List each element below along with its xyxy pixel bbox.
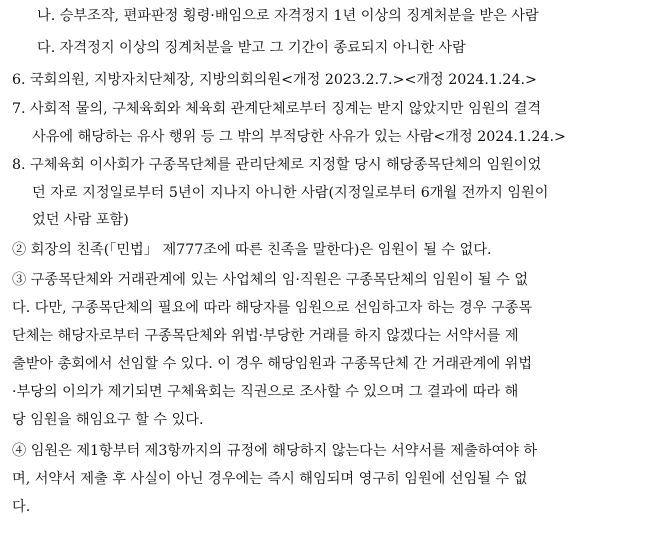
- text-line: 었던 사람 포함): [32, 212, 129, 228]
- text-line: ·부당의 이의가 제기되면 구체육회는 직권으로 조사할 수 있으며 그 결과에 따라 해: [12, 384, 519, 400]
- text-line: 8. 구체육회 이사회가 구종목단체를 관리단체로 지정할 당시 해당종목단체의 임원이었: [12, 157, 542, 173]
- text-line: ② 회장의 친족(「민법」 제777조에 따른 친족을 말한다)은 임원이 될 수 없다.: [12, 242, 492, 258]
- text-line: 6. 국회의원, 지방자치단체장, 지방의회의원<개정 2023.2.7.><개정 2024.1.24.>: [12, 72, 537, 88]
- text-line: 다. 자격정지 이상의 징계처분을 받고 그 기간이 종료되지 아니한 사람: [37, 40, 466, 56]
- text-line: 다. 다만, 구종목단체의 필요에 따라 해당자를 임원으로 선임하고자 하는 경우 구종목: [12, 300, 533, 316]
- text-line: 출받아 총회에서 선임할 수 있다. 이 경우 해당임원과 구종목단체 간 거래관계에 위법: [12, 356, 533, 372]
- text-line: 나. 승부조작, 편파판정 횡령·배임으로 자격정지 1년 이상의 징계처분을 받은 사람: [37, 8, 539, 24]
- text-line: 7. 사회적 물의, 구체육회와 체육회 관계단체로부터 징계는 받지 않았지만 임원의 결격: [12, 101, 542, 117]
- text-line: 다.: [12, 499, 31, 515]
- text-line: 사유에 해당하는 유사 행위 등 그 밖의 부적당한 사유가 있는 사람<개정 2024.1.24.>: [32, 129, 566, 145]
- text-line: 당 임원을 해임요구 할 수 있다.: [12, 412, 204, 428]
- text-line: 며, 서약서 제출 후 사실이 아닌 경우에는 즉시 해임되며 영구히 임원에 선임될 수 없: [12, 471, 528, 487]
- text-line: 던 자로 지정일로부터 5년이 지나지 아니한 사람(지정일로부터 6개월 전까지 임원이: [32, 185, 549, 201]
- text-line: ④ 임원은 제1항부터 제3항까지의 규정에 해당하지 않는다는 서약서를 제출하여야 하: [12, 443, 538, 459]
- text-line: ③ 구종목단체와 거래관계에 있는 사업체의 임·직원은 구종목단체의 임원이 될 수 없: [12, 272, 529, 288]
- text-line: 단체는 해당자로부터 구종목단체와 위법·부당한 거래를 하지 않겠다는 서약서를 제: [12, 328, 519, 344]
